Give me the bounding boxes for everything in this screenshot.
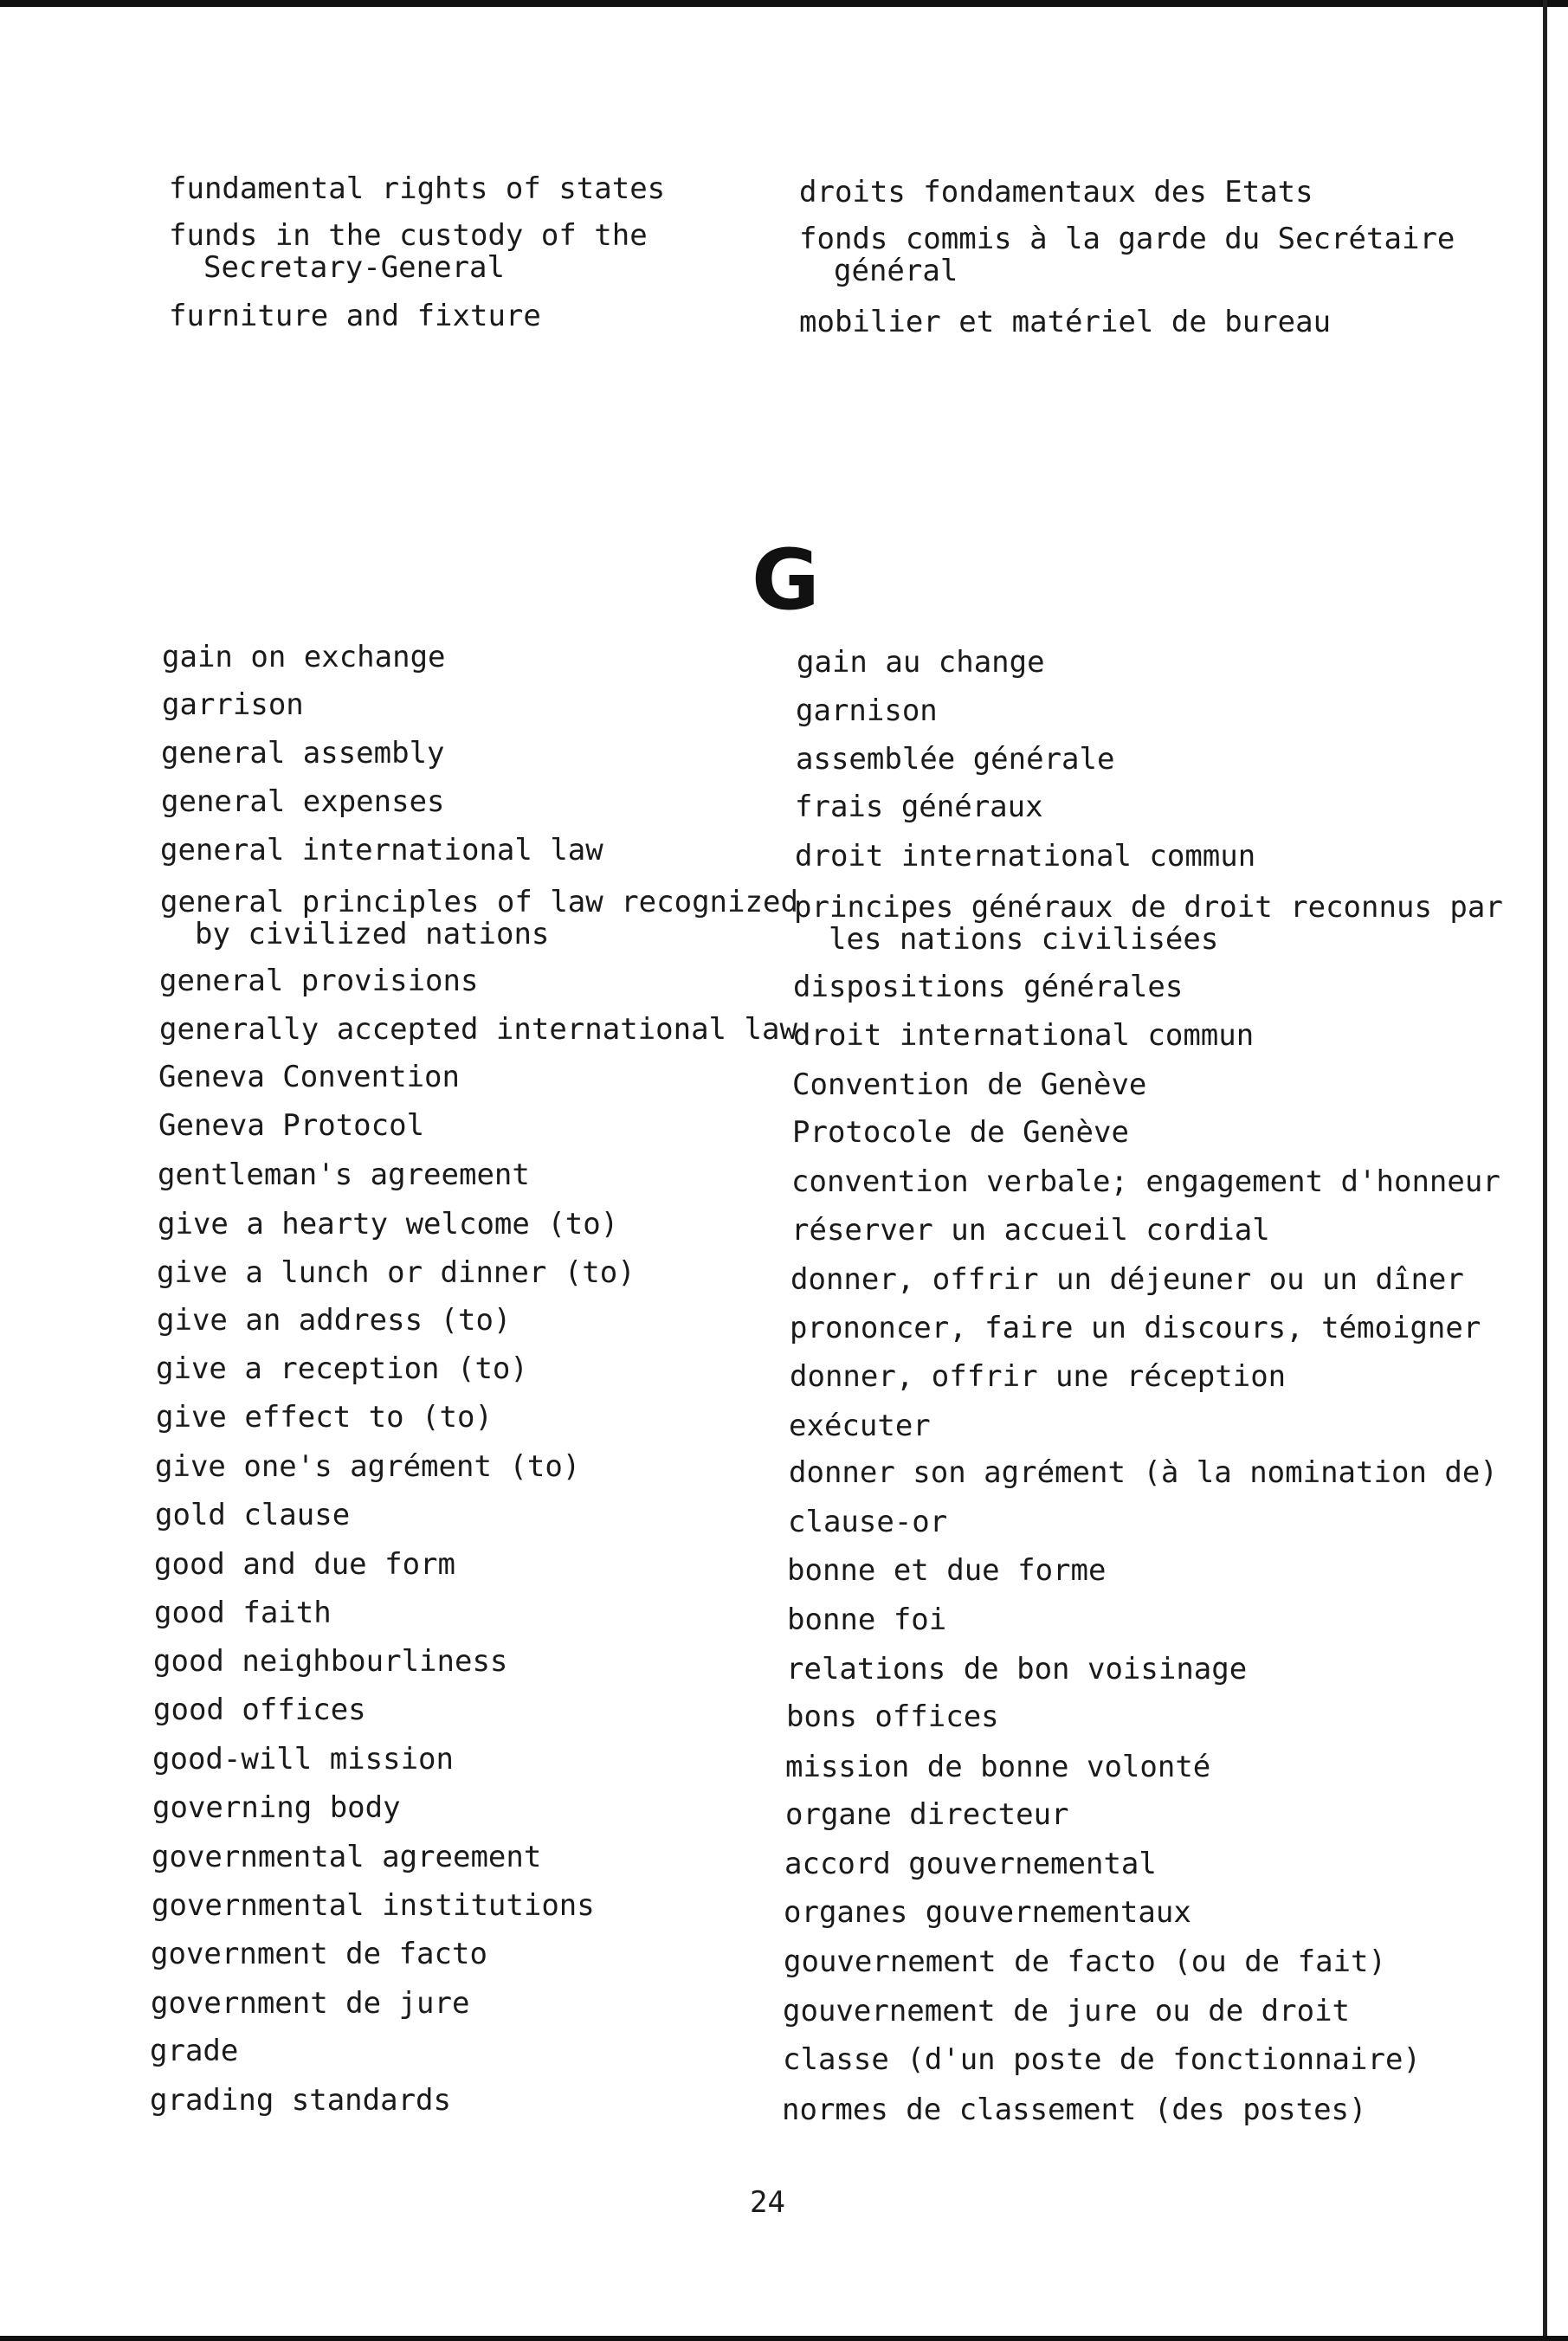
english-term <box>152 1744 454 1776</box>
french-term <box>791 1166 1500 1198</box>
english-term-text: grading standards <box>150 2083 451 2118</box>
english-term <box>152 1841 541 1873</box>
french-term <box>783 2044 1421 2076</box>
english-term-text: good neighbourliness <box>153 1644 508 1679</box>
english-term-text: grade <box>150 2034 239 2068</box>
french-term <box>788 1506 947 1538</box>
french-term <box>793 1020 1254 1052</box>
english-term <box>156 1402 493 1434</box>
english-term <box>154 1597 332 1629</box>
french-term <box>787 1604 946 1636</box>
french-term <box>790 1264 1464 1296</box>
french-term-text: relations de bon voisinage <box>786 1652 1248 1686</box>
french-term <box>796 744 1114 776</box>
english-term-text: give a reception (to) <box>156 1351 528 1386</box>
french-term-text: accord gouvernemental <box>784 1847 1157 1881</box>
french-term-text: réserver un accueil cordial <box>791 1213 1270 1248</box>
english-term <box>152 1890 595 1922</box>
french-term-text: gouvernement de facto (ou de fait) <box>784 1944 1386 1979</box>
english-term-text: general international law <box>160 833 603 867</box>
french-term-text: bonne et due forme <box>787 1553 1107 1588</box>
french-term-continuation: les nations civilisées <box>829 922 1219 957</box>
french-term-text: principes généraux de droit reconnus par <box>794 890 1503 925</box>
english-term-text: give effect to (to) <box>156 1400 493 1435</box>
english-term-text: garrison <box>162 687 304 722</box>
french-term-text: clause-or <box>788 1505 948 1539</box>
english-term-text: furniture and fixture <box>169 299 541 333</box>
english-term <box>158 1159 530 1191</box>
french-term-text: dispositions générales <box>793 970 1184 1004</box>
english-term-text: governmental institutions <box>152 1888 595 1923</box>
english-term <box>151 1988 469 2020</box>
english-term-text: good faith <box>154 1596 332 1630</box>
french-term <box>783 1996 1350 2028</box>
french-term-continuation: général <box>834 254 958 288</box>
french-term <box>797 647 1045 679</box>
french-term-text: bonne foi <box>787 1603 947 1637</box>
french-term-text: garnison <box>796 693 938 728</box>
english-term <box>150 2085 451 2117</box>
english-term <box>157 1257 636 1289</box>
english-term-text: give an address (to) <box>157 1303 512 1338</box>
french-term-text: bons offices <box>786 1699 999 1734</box>
french-term <box>796 695 938 727</box>
english-term-text: Geneva Convention <box>158 1060 460 1094</box>
english-term-continuation: Secretary-General <box>203 250 505 285</box>
french-term <box>795 791 1043 823</box>
french-term-text: droits fondamentaux des Etats <box>799 175 1313 210</box>
english-term-text: government de jure <box>151 1986 470 2021</box>
french-term <box>790 1361 1286 1393</box>
english-term-text: gain on exchange <box>162 640 446 674</box>
french-term-text: donner, offrir une réception <box>790 1359 1287 1394</box>
french-term <box>786 1654 1247 1686</box>
english-term <box>153 1694 366 1726</box>
french-term-text: droit international commun <box>793 1018 1255 1053</box>
english-term-text: fundamental rights of states <box>169 171 666 206</box>
english-term <box>151 1938 487 1970</box>
english-term-text: general principles of law recognized <box>160 885 798 919</box>
english-term-text: Geneva Protocol <box>158 1108 425 1143</box>
english-term <box>156 1353 528 1385</box>
french-term <box>789 1410 931 1442</box>
french-term-text: fonds commis à la garde du Secrétaire <box>799 222 1455 256</box>
english-term <box>160 835 603 867</box>
french-term <box>782 2094 1367 2126</box>
french-term <box>784 1946 1386 1978</box>
french-term <box>784 1897 1191 1929</box>
french-term <box>792 1069 1146 1101</box>
english-term <box>158 1110 424 1142</box>
french-term <box>789 1457 1498 1489</box>
french-term <box>799 223 1455 287</box>
french-term-text: gouvernement de jure ou de droit <box>783 1994 1351 2028</box>
french-term-text: gain au change <box>797 645 1045 680</box>
english-term-text: general expenses <box>161 784 445 819</box>
french-term-text: Protocole de Genève <box>792 1115 1129 1150</box>
english-term <box>169 173 665 205</box>
top-border <box>0 0 1568 7</box>
page-number: 24 <box>750 2185 785 2220</box>
english-term-text: good and due form <box>154 1547 455 1582</box>
english-term <box>160 887 798 951</box>
french-term-text: donner, offrir un déjeuner ou un dîner <box>790 1262 1464 1297</box>
french-term-text: exécuter <box>789 1409 931 1443</box>
english-term-text: generally accepted international law <box>159 1012 797 1047</box>
english-term <box>169 220 648 284</box>
english-term <box>169 300 541 332</box>
french-term-text: classe (d'un poste de fonctionnaire) <box>783 2042 1421 2077</box>
french-term-text: frais généraux <box>795 790 1043 824</box>
right-border <box>1543 0 1547 2341</box>
french-term <box>786 1701 999 1733</box>
english-term-text: governmental agreement <box>152 1840 542 1874</box>
french-term <box>784 1848 1157 1880</box>
english-term-text: give a lunch or dinner (to) <box>157 1255 636 1290</box>
english-term <box>162 642 446 674</box>
french-term <box>785 1751 1210 1783</box>
french-term-text: droit international commun <box>795 839 1256 874</box>
english-term <box>157 1305 511 1337</box>
french-term-text: assemblée générale <box>796 742 1115 777</box>
french-term-text: Convention de Genève <box>792 1067 1147 1102</box>
french-term <box>791 1215 1270 1247</box>
french-term <box>790 1312 1481 1345</box>
english-term <box>159 1014 797 1046</box>
english-term <box>162 689 304 721</box>
english-term <box>161 786 445 818</box>
french-term-text: donner son agrément (à la nomination de) <box>789 1455 1498 1490</box>
english-term-text: funds in the custody of the <box>169 218 648 253</box>
english-term <box>153 1646 507 1678</box>
english-term-text: gentleman's agreement <box>158 1158 530 1192</box>
french-term-text: mission de bonne volonté <box>785 1750 1211 1784</box>
english-term <box>154 1549 455 1581</box>
french-term <box>787 1555 1106 1587</box>
bottom-border <box>0 2336 1568 2341</box>
french-term-text: normes de classement (des postes) <box>782 2093 1367 2127</box>
english-term-text: general provisions <box>159 964 479 998</box>
french-term <box>799 306 1331 339</box>
english-term <box>161 738 445 770</box>
french-term-text: prononcer, faire un discours, témoigner <box>790 1311 1481 1345</box>
english-term-text: good-will mission <box>152 1742 454 1777</box>
english-term-text: give one's agrément (to) <box>155 1449 581 1484</box>
english-term-continuation: by civilized nations <box>195 917 550 951</box>
english-term-text: government de facto <box>151 1937 487 1971</box>
french-term <box>794 892 1503 956</box>
english-term-text: governing body <box>152 1790 401 1825</box>
french-term-text: convention verbale; engagement d'honneur <box>791 1164 1500 1199</box>
french-term <box>785 1799 1069 1831</box>
english-term-text: give a hearty welcome (to) <box>158 1207 619 1241</box>
french-term <box>793 971 1183 1003</box>
french-term <box>799 177 1313 209</box>
section-letter-heading: G <box>752 532 820 629</box>
french-term <box>792 1117 1129 1149</box>
french-term-text: mobilier et matériel de bureau <box>799 305 1332 339</box>
english-term-text: good offices <box>153 1693 366 1727</box>
english-term <box>152 1792 401 1824</box>
french-term <box>795 841 1255 873</box>
french-term-text: organe directeur <box>785 1797 1069 1832</box>
english-term <box>158 1061 460 1093</box>
english-term <box>155 1451 580 1483</box>
english-term <box>158 1209 618 1241</box>
english-term <box>155 1499 350 1532</box>
english-term <box>150 2035 238 2067</box>
french-term-text: organes gouvernementaux <box>784 1895 1191 1930</box>
english-term <box>159 965 478 997</box>
english-term-text: general assembly <box>161 736 445 771</box>
english-term-text: gold clause <box>155 1498 351 1532</box>
